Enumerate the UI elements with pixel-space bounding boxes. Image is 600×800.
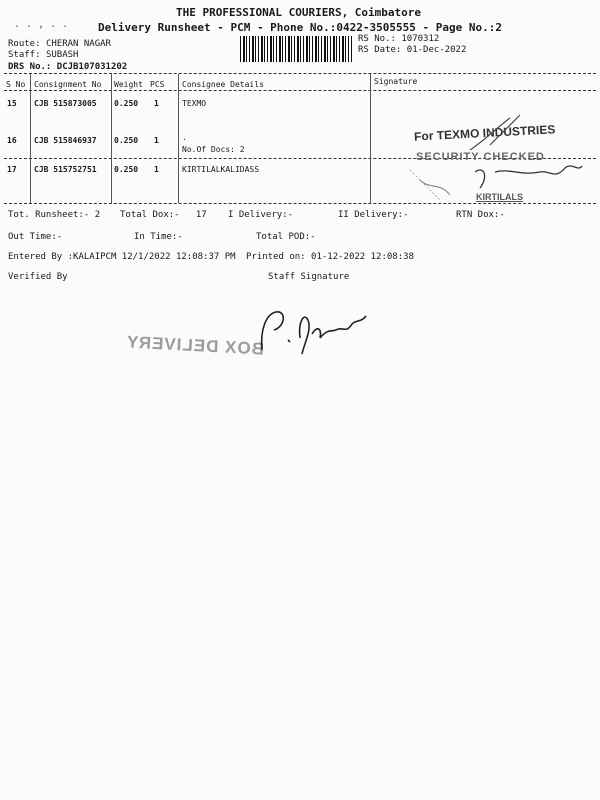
row-pcs: 1 (154, 136, 159, 145)
col-divider (370, 74, 371, 203)
col-divider (111, 74, 112, 203)
total-dox-value: 17 (195, 210, 207, 220)
drs-line: DRS No.: DCJB107031202 (8, 62, 128, 72)
row-consignment: CJB 515752751 (34, 165, 97, 174)
texmo-stamp: For TEXMO INDUSTRIES (413, 122, 556, 144)
staff-signature-scribble (252, 300, 382, 360)
runsheet-title: Delivery Runsheet - PCM - Phone No.:0422-3505555 - Page No.:2 (98, 21, 502, 34)
row-consignee: . (182, 133, 187, 142)
kirtilals-stamp: KIRTILALS (476, 192, 523, 202)
row-note: No.Of Docs: 2 (182, 145, 245, 154)
row-consignment: CJB 515846937 (34, 136, 97, 145)
row-weight: 0.250 (114, 136, 139, 145)
box-delivery-stamp: BOX DELIVERY (125, 332, 265, 359)
col-divider (178, 74, 179, 203)
route-value: CHERAN NAGAR (45, 39, 111, 49)
total-dox: Total Dox:- 17 (120, 210, 207, 220)
rtn-dox: RTN Dox:- (456, 210, 505, 220)
col-header-pcs: PCS (150, 80, 165, 89)
top-rule (4, 73, 596, 74)
col-header-sno: S No (6, 80, 26, 89)
col-header-signature: Signature (374, 77, 418, 86)
row-consignment: CJB 515873005 (34, 99, 97, 108)
col-header-consignee: Consignee Details (182, 80, 264, 89)
rs-date-line: RS Date: 01-Dec-2022 (358, 45, 467, 55)
verified-by: Verified By (8, 272, 68, 282)
staff-value: SUBASH (45, 50, 79, 60)
row-sno: 16 (7, 136, 17, 145)
row-sno: 17 (7, 165, 17, 174)
scribble-mark: . . , . . (14, 19, 69, 30)
tot-runsheet: Tot. Runsheet:- 2 (8, 210, 101, 220)
row-pcs: 1 (154, 165, 159, 174)
company-name: THE PROFESSIONAL COURIERS, Coimbatore (176, 6, 422, 19)
staff-signature: Staff Signature (268, 272, 350, 282)
header-rule (4, 90, 596, 91)
security-stamp: SECURITY CHECKED (416, 151, 545, 163)
rs-no-line: RS No.: 1070312 (358, 34, 440, 44)
row-pcs: 1 (154, 99, 159, 108)
staff-line: Staff: SUBASH (8, 50, 79, 60)
col-divider (30, 74, 31, 203)
barcode (240, 36, 352, 62)
i-delivery: I Delivery:- (228, 210, 294, 220)
entered-by: Entered By :KALAIPCM 12/1/2022 12:08:37 PM (8, 252, 236, 262)
total-pod: Total POD:- (256, 232, 316, 242)
tot-runsheet-value: 2 (94, 210, 101, 220)
ii-delivery: II Delivery:- (338, 210, 409, 220)
printed-on: Printed on: 01-12-2022 12:08:38 (246, 252, 414, 262)
signature-scribbles (400, 110, 590, 205)
drs-value: DCJB107031202 (56, 62, 128, 72)
row-weight: 0.250 (114, 99, 139, 108)
out-time: Out Time:- (8, 232, 63, 242)
row-consignee: KIRTILALKALIDASS (182, 165, 260, 174)
route-line: Route: CHERAN NAGAR (8, 39, 111, 49)
row-sno: 15 (7, 99, 17, 108)
in-time: In Time:- (134, 232, 183, 242)
col-header-weight: Weight (114, 80, 143, 89)
row-consignee: TEXMO (182, 99, 207, 108)
row-weight: 0.250 (114, 165, 139, 174)
col-header-consignment: Consignment No (34, 80, 102, 89)
